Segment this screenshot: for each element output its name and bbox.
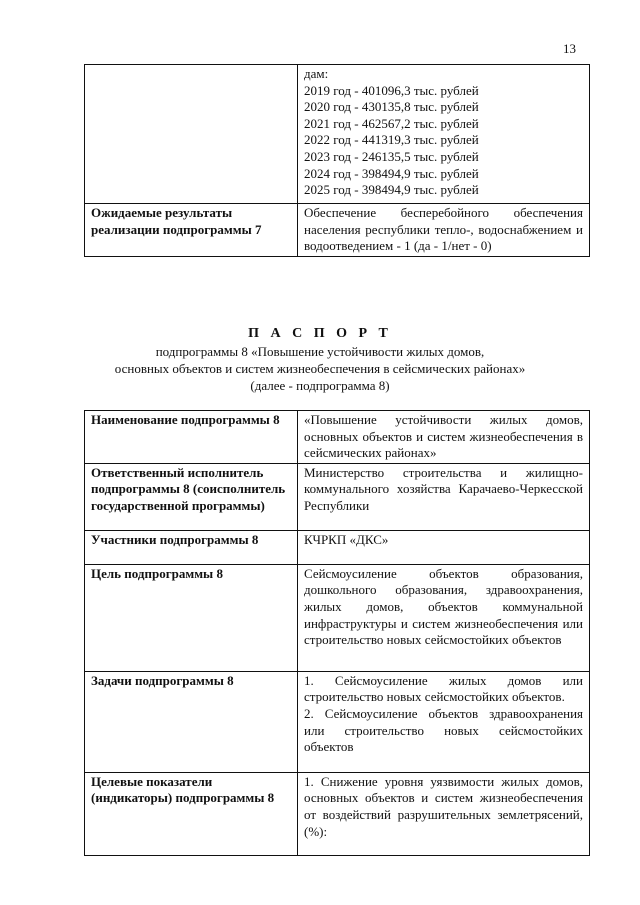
page-number: 13	[563, 41, 576, 56]
expected-results-label: Ожидаемые результаты реализации подпрограммы 7	[85, 204, 298, 257]
table-row	[85, 564, 590, 671]
passport-subtitle-line: подпрограммы 8 «Повышение устойчивости жилых домов,	[155, 344, 485, 359]
passport-subtitle-line: основных объектов и систем жизнеобеспечения в сейсмических районах»	[114, 361, 526, 376]
table-row	[85, 671, 590, 772]
passport-subtitle-line: (далее - подпрограмма 8)	[250, 378, 390, 393]
passport-table	[84, 410, 590, 856]
funding-year-2024: 2024 год - 398494,9 тыс. рублей	[304, 165, 479, 181]
row-value: «Повышение устойчивости жилых домов, основных объектов и систем жизнеобеспечения в сейсмических районах»	[298, 411, 590, 464]
task-item: 2. Сейсмоусиление объектов здравоохранения или строительство новых сейсмостойких объектов	[304, 705, 583, 755]
funding-cell	[298, 65, 590, 204]
funding-continuation-table	[84, 64, 590, 257]
row-value: Сейсмоусиление объектов образования, дошкольного образования, здравоохранения, жилых домов, объектов коммунальной инфраструктуры и систем жизнеобеспечения или строительство новых сейсмостойких объектов	[298, 564, 590, 671]
funding-year-2019: 2019 год - 401096,3 тыс. рублей	[304, 82, 479, 98]
table-cell-empty	[85, 65, 298, 204]
passport-subtitle	[110, 343, 530, 394]
funding-year-2025: 2025 год - 398494,9 тыс. рублей	[304, 182, 479, 198]
table-row	[85, 65, 590, 204]
table-row	[85, 772, 590, 855]
table-row	[85, 463, 590, 530]
row-label: Задачи подпрограммы 8	[85, 671, 298, 772]
funding-year-2023: 2023 год - 246135,5 тыс. рублей	[304, 148, 479, 164]
funding-year-2021: 2021 год - 462567,2 тыс. рублей	[304, 115, 479, 131]
funding-intro: дам:	[304, 66, 329, 81]
table-row	[85, 411, 590, 464]
expected-results-value: Обеспечение бесперебойного обеспечения населения республики тепло-, водоснабжением и водоотведением - 1 (да - 1/нет - 0)	[298, 204, 590, 257]
row-label: Наименование подпрограммы 8	[85, 411, 298, 464]
passport-title: П А С П О Р Т	[248, 326, 392, 341]
table-row	[85, 530, 590, 564]
row-value	[298, 671, 590, 772]
funding-year-2022: 2022 год - 441319,3 тыс. рублей	[304, 132, 479, 148]
row-value: 1. Снижение уровня уязвимости жилых домов, основных объектов и систем жизнеобеспечения от воздействий разрушительных землетрясений, (%):	[298, 772, 590, 855]
row-label: Ответственный исполнитель подпрограммы 8 (соисполнитель государственной программы)	[85, 463, 298, 530]
row-label: Цель подпрограммы 8	[85, 564, 298, 671]
table-row	[85, 204, 590, 257]
row-label: Целевые показатели (индикаторы) подпрограммы 8	[85, 772, 298, 855]
row-label: Участники подпрограммы 8	[85, 530, 298, 564]
row-value: КЧРКП «ДКС»	[298, 530, 590, 564]
funding-year-2020: 2020 год - 430135,8 тыс. рублей	[304, 99, 479, 115]
row-value: Министерство строительства и жилищно-коммунального хозяйства Карачаево-Черкесской Республики	[298, 463, 590, 530]
task-item: 1. Сейсмоусиление жилых домов или строительство новых сейсмостойких объектов.	[304, 672, 583, 705]
